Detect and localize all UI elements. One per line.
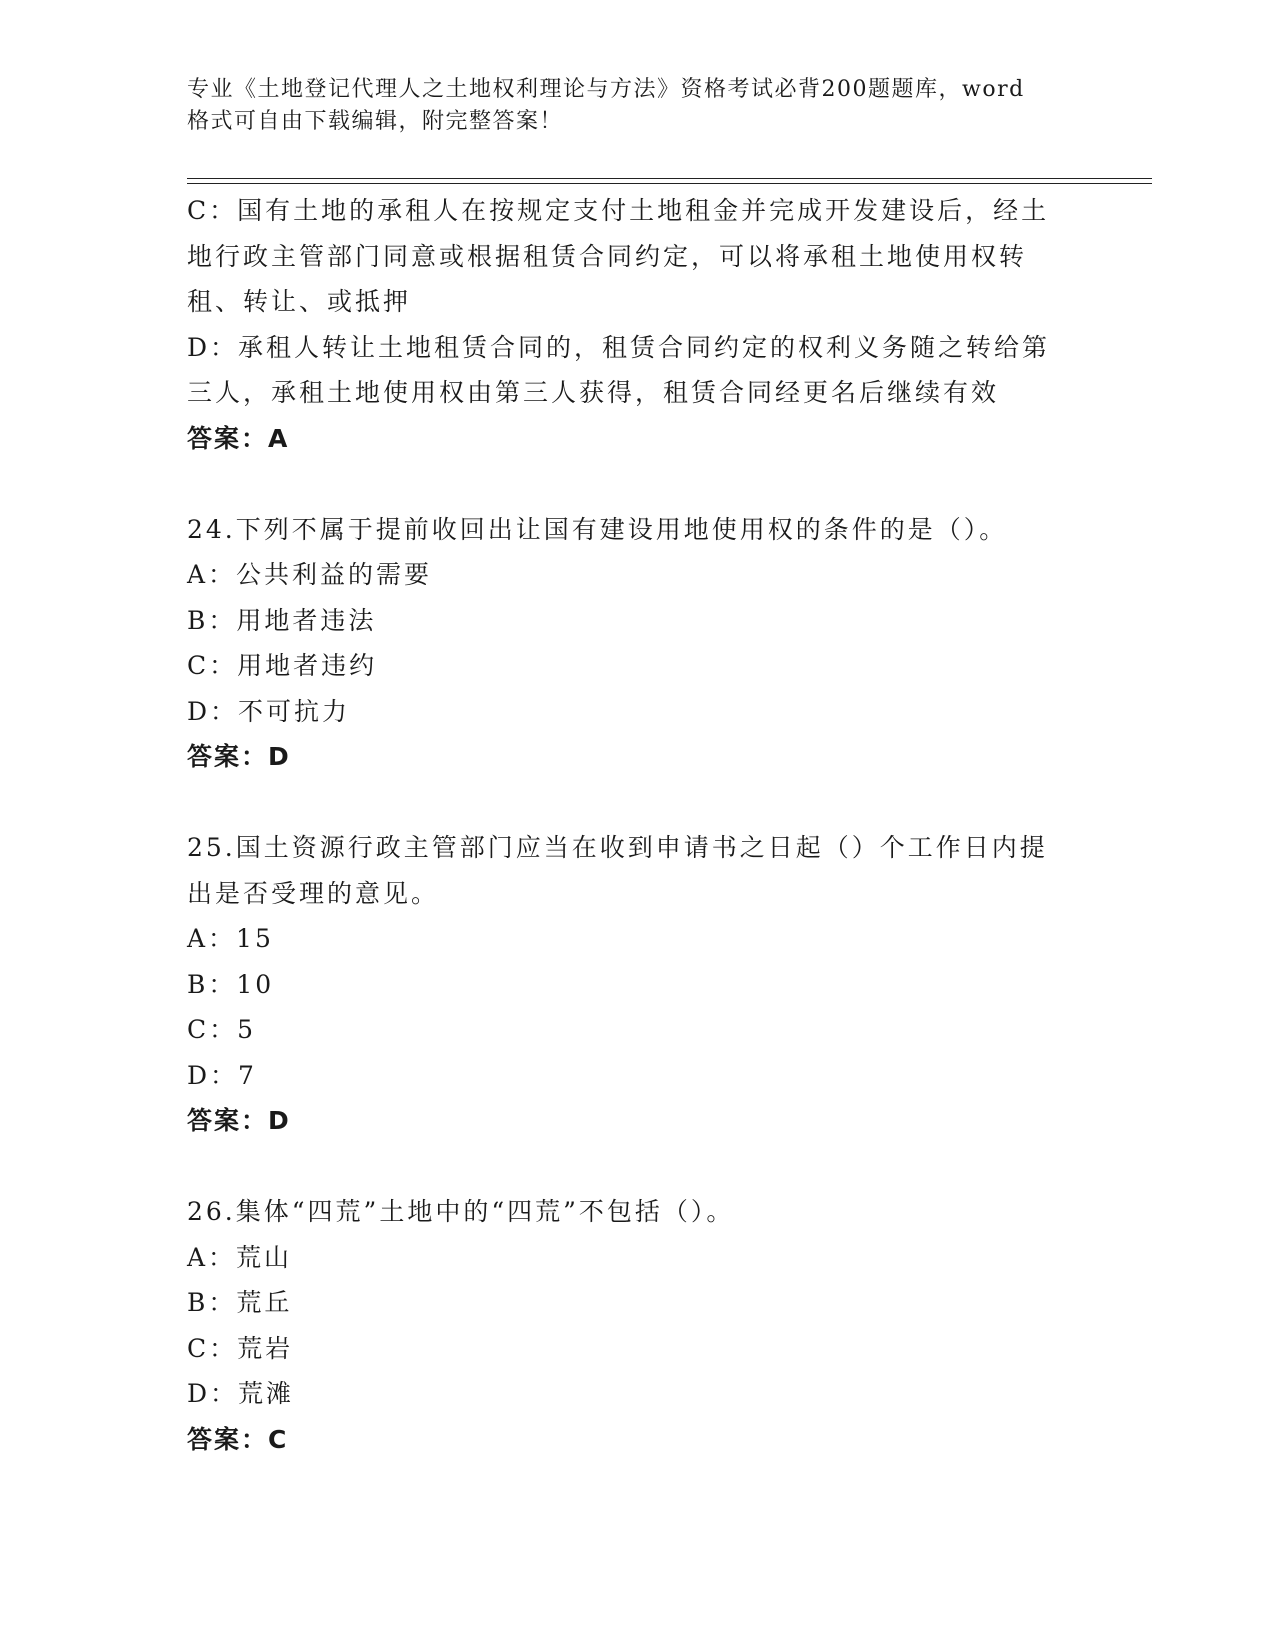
option-c-line: C：国有土地的承租人在按规定支付土地租金并完成开发建设后，经土 [187,196,1050,225]
answer-value: D [268,742,291,771]
option-b: B：用地者违法 [187,605,377,635]
question-26 [187,1189,1087,1462]
answer-value: A [268,423,290,453]
option-d: D：不可抗力 [187,696,351,726]
spacer [187,461,1087,507]
answer-value: C [268,1424,289,1454]
option-c: C：荒岩 [187,1333,294,1363]
option-b: B：荒丘 [187,1288,293,1317]
option-a: A：15 [187,924,274,953]
option-b: B：10 [187,969,275,999]
header-divider-bottom [187,183,1152,184]
question-stem: 出是否受理的意见。 [187,878,440,908]
header-line-1: 专业《土地登记代理人之土地权利理论与方法》资格考试必背200题题库，word [187,77,1025,102]
question-25 [187,825,1087,1144]
answer-label: 答案： [187,1106,269,1135]
answer-line [187,734,1087,780]
answer-line [187,1417,1087,1463]
option-d: D：7 [187,1060,257,1090]
answer-label: 答案： [187,423,269,453]
option-a: A：荒山 [187,1242,293,1272]
option-d: D：荒滩 [187,1379,295,1408]
answer-line [187,1098,1087,1144]
option-c-line: 地行政主管部门同意或根据租赁合同约定，可以将承租土地使用权转 [187,241,1028,271]
option-d-line: D：承租人转让土地租赁合同的，租赁合同约定的权利义务随之转给第 [187,332,1051,362]
option-c: C：用地者违约 [187,651,378,680]
question-stem: 26.集体“四荒”土地中的“四荒”不包括（）。 [187,1197,735,1226]
question-content [187,188,1087,1462]
header-line-2: 格式可自由下载编辑，附完整答案！ [187,109,564,134]
option-d-line: 三人，承租土地使用权由第三人获得，租赁合同经更名后继续有效 [187,378,1000,407]
question-stem: 24.下列不属于提前收回出让国有建设用地使用权的条件的是（）。 [187,514,1008,544]
spacer [187,1144,1087,1190]
option-a: A：公共利益的需要 [187,560,433,589]
option-c-line: 租、转让、或抵押 [187,287,412,316]
question-23-continued [187,188,1087,461]
answer-label: 答案： [187,742,269,771]
spacer [187,780,1087,826]
header-divider-top [187,178,1152,179]
question-stem: 25.国土资源行政主管部门应当在收到申请书之日起（）个工作日内提 [187,833,1048,862]
option-c: C：5 [187,1015,257,1044]
answer-line [187,416,1087,462]
answer-label: 答案： [187,1424,269,1454]
question-24 [187,507,1087,780]
document-header [187,74,1067,138]
answer-value: D [268,1106,291,1135]
